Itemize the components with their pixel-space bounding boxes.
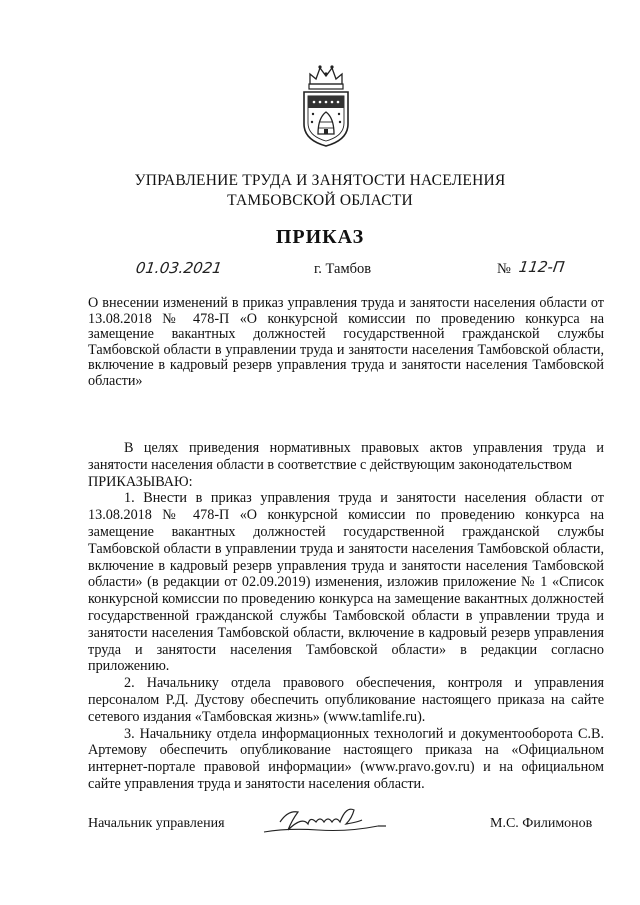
order-subject: О внесении изменений в приказ управления труда и занятости населения области от 13.08.2018 № 478-П «О конкурсной комиссии по проведению конкурса на замещение вакантных должностей государственной гражданской службы Тамбовской области в управлении труда и занятости населения Тамбовской области, включение в кадровый резерв управления труда и занятости населения Тамбовской области» xyxy=(88,295,604,389)
signer-name: М.С. Филимонов xyxy=(490,816,593,831)
order-word: ПРИКАЗЫВАЮ: xyxy=(88,473,193,490)
org-name-line2: ТАМБОВСКОЙ ОБЛАСТИ xyxy=(227,192,413,209)
order-item-1: 1. Внести в приказ управления труда и занятости населения области от 13.08.2018 № 478-П «О конкурсной комиссии по проведению конкурса на замещение вакантных должностей государственной гражданской службы Тамбовской области в управлении труда и занятости населения Тамбовской области, включение в кадровый резерв управления труда и занятости населения Тамбовской области» (в редакции от 02.09.2019) изменения, изложив приложение № 1 «Список конкурсной комиссии по проведению конкурса на замещение вакантных должностей государственной гражданской службы Тамбовской области в управлении труда и занятости населения Тамбовской области, включение в кадровый резерв управления труда и занятости населения Тамбовской области» в редакции согласно приложению. xyxy=(88,490,604,675)
order-number-label: № xyxy=(497,261,511,277)
org-name-line1: УПРАВЛЕНИЕ ТРУДА И ЗАНЯТОСТИ НАСЕЛЕНИЯ xyxy=(134,172,506,189)
preamble-paragraph: В целях приведения нормативных правовых актов управления труда и занятости населения области в соответствие с действующим законодательством xyxy=(88,440,604,473)
signer-position: Начальник управления xyxy=(88,816,225,831)
order-number: 112-П xyxy=(517,258,566,276)
order-item-2: 2. Начальнику отдела правового обеспечения, контроля и управления персоналом Р.Д. Дустову обеспечить опубликование настоящего приказа на сайте сетевого издания «Тамбовская жизнь» (www.tamlife.ru). xyxy=(88,675,604,725)
handwritten-signature xyxy=(258,802,398,838)
order-body xyxy=(88,440,604,793)
order-item-3: 3. Начальнику отдела информационных технологий и документооборота С.В. Артемову обеспечить опубликование настоящего приказа на «Официальном интернет-портале правовой информации» (www.pravo.gov.ru) и на официальном сайте управления труда и занятости населения области. xyxy=(88,725,604,792)
order-date: 01.03.2021 xyxy=(134,259,224,277)
document-type: ПРИКАЗ xyxy=(275,226,365,248)
coat-of-arms-icon xyxy=(296,62,356,150)
order-city: г. Тамбов xyxy=(314,261,372,277)
